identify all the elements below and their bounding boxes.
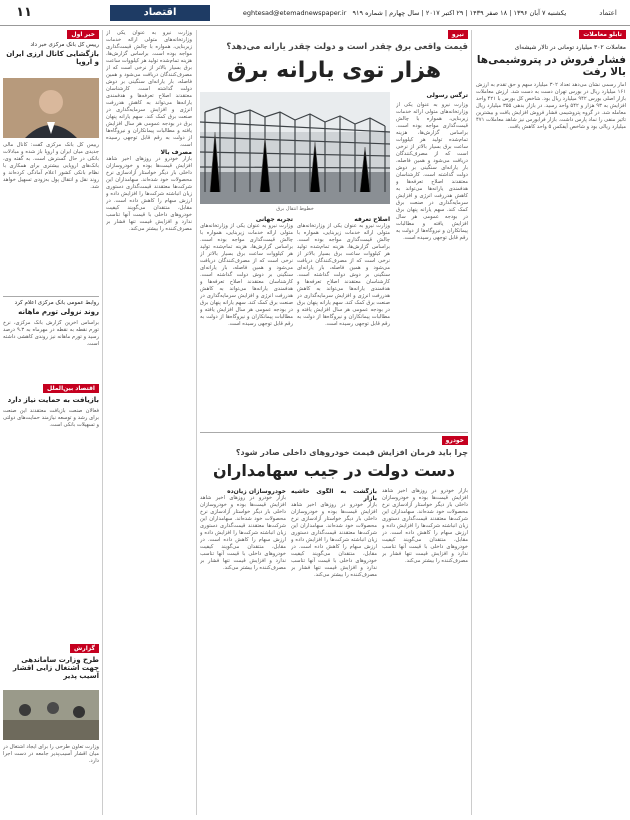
- right-column: [476, 30, 626, 815]
- left-column-tag: خبر اول: [67, 30, 99, 39]
- box4-headline: طرح وزارت ساماندهی جهت اشتغال زایی اقشار آسیب پذیر: [12, 656, 99, 681]
- bottom-story-body-c: بازار خودرو در روزهای اخیر شاهد افزایش قیمت‌ها بوده و خودروسازان داخلی بار دیگر خواستار آزادسازی نرخ محصولات خود شده‌اند. سهامداران این شرکت‌ها معتقدند قیمت‌گذاری دستوری زیان انباشته شرکت‌ها را افزایش داده و ارزش سهام را کاهش داده است. در مقابل، منتقدان می‌گویند کیفیت خودروهای داخلی با قیمت آنها تناسب ندارد و افزایش قیمت تنها فشار بر مصرف‌کننده را بیشتر می‌کند.: [200, 495, 286, 571]
- top-story-intro-text: وزارت نیرو به عنوان یکی از وزارتخانه‌های متولی ارائه خدمات زیربنایی، همواره با چالش قیمت‌گذاری مواجه بوده است. براساس گزارش‌ها، هزینه تمام‌شده تولید هر کیلووات ساعت برق بسیار بالاتر از نرخی است که از مصرف‌کنندگان دریافت می‌شود و همین فاصله، بار یارانه‌ای سنگینی بر دوش دولت گذاشته است. کارشناسان معتقدند اصلاح تعرفه‌ها و هدفمندی یارانه‌ها می‌تواند به کاهش هدررفت انرژی و افزایش سرمایه‌گذاری در صنعت برق کمک کند. سهم یارانه پنهان برق در بودجه عمومی هر سال افزایش یافته و مطالبات پیمانکاران و نیروگاه‌ها از دولت به رقم قابل توجهی رسیده است.: [396, 102, 468, 241]
- top-story: [200, 30, 468, 430]
- bottom-story-tag: خودرو: [442, 436, 468, 445]
- page-header: [0, 0, 630, 26]
- subhead: تجربه جهانی: [255, 216, 293, 223]
- subhead: خودروسازان زیان‌ده: [227, 488, 286, 495]
- middle-left-text-2: بازار خودرو در روزهای اخیر شاهد افزایش قیمت‌ها بوده و خودروسازان داخلی بار دیگر خواستار آزادسازی نرخ محصولات خود شده‌اند. سهامداران این شرکت‌ها معتقدند قیمت‌گذاری دستوری زیان انباشته شرکت‌ها را افزایش داده و ارزش سهام را کاهش داده است. در مقابل، منتقدان می‌گویند کیفیت خودروهای داخلی با قیمت آنها تناسب ندارد و افزایش قیمت تنها فشار بر مصرف‌کننده را بیشتر می‌کند.: [106, 156, 192, 232]
- column-divider: [196, 30, 197, 815]
- newspaper-logo: اعتماد: [599, 9, 617, 17]
- box2-body: [3, 320, 99, 380]
- top-story-tag: نیرو: [448, 30, 468, 39]
- middle-left-subhead: مصرف بالا: [160, 149, 192, 156]
- left-column: [3, 30, 99, 815]
- right-column-tag: تابلو معاملات: [579, 30, 626, 39]
- left-divider: [3, 296, 99, 297]
- middle-left-column: [106, 30, 192, 815]
- power-lines-illustration: [200, 92, 390, 204]
- left-body-text: رییس کل بانک مرکزی گفت: کانال مالی جدیدی میان ایران و اروپا باز شده و مبادلات بانکی در حال گسترش است. به گفته وی، بانک‌های اروپایی بیشتری برای همکاری با نظام بانکی کشور اعلام آمادگی کرده‌اند و روند نقل و انتقال پول به‌زودی تسهیل خواهد شد.: [3, 142, 99, 190]
- email-text: eghtesad@etemadnewspaper.ir: [242, 9, 347, 17]
- subhead: بازگشت به الگوی حاشیه بازار: [291, 488, 377, 502]
- column-divider: [471, 30, 472, 815]
- right-column-body: [476, 82, 626, 815]
- box2-body-text: براساس آخرین گزارش بانک مرکزی، نرخ تورم نقطه به نقطه در مهرماه به ۹.۳ درصد رسید و تورم ماهانه نیز روندی کاهشی داشته است.: [3, 320, 99, 347]
- bottom-story-col-a: [382, 488, 468, 814]
- date-line: [232, 6, 577, 20]
- box4-body-text: وزارت تعاون طرحی را برای ایجاد اشتغال در میان اقشار آسیب‌پذیر جامعه در دست اجرا دارد.: [3, 744, 99, 764]
- middle-left-text: وزارت نیرو به عنوان یکی از وزارتخانه‌های متولی ارائه خدمات زیربنایی، همواره با چالش قیمت‌گذاری مواجه بوده است. براساس گزارش‌ها، هزینه تمام‌شده تولید هر کیلووات ساعت برق بسیار بالاتر از نرخی است که از مصرف‌کنندگان دریافت می‌شود و همین فاصله، بار یارانه‌ای سنگینی بر دوش دولت گذاشته است. کارشناسان معتقدند اصلاح تعرفه‌ها و هدفمندی یارانه‌ها می‌تواند به کاهش هدررفت انرژی و افزایش سرمایه‌گذاری در صنعت برق کمک کند. سهم یارانه پنهان برق در بودجه عمومی هر سال افزایش یافته و مطالبات پیمانکاران و نیروگاه‌ها از دولت به رقم قابل توجهی رسیده است.: [106, 30, 192, 148]
- box2-headline: روند نزولی تورم ماهانه: [18, 308, 99, 316]
- box2-headline-top: روابط عمومی بانک مرکزی اعلام کرد: [14, 300, 99, 306]
- box3-headline: بازیافت به حمایت نیاز دارد: [7, 396, 99, 404]
- box3-body-text: فعالان صنعت بازیافت معتقدند این صنعت برای رشد و توسعه نیازمند حمایت‌های دولتی و تسهیلات بانکی است.: [3, 408, 99, 428]
- top-story-body-b: وزارت نیرو به عنوان یکی از وزارتخانه‌های متولی ارائه خدمات زیربنایی، همواره با چالش قیمت‌گذاری مواجه بوده است. براساس گزارش‌ها، هزینه تمام‌شده تولید هر کیلووات ساعت برق بسیار بالاتر از نرخی است که از مصرف‌کنندگان دریافت می‌شود و همین فاصله، بار یارانه‌ای سنگینی بر دوش دولت گذاشته است. کارشناسان معتقدند اصلاح تعرفه‌ها و هدفمندی یارانه‌ها می‌تواند به کاهش هدررفت انرژی و افزایش سرمایه‌گذاری در صنعت برق کمک کند. سهم یارانه پنهان برق در بودجه عمومی هر سال افزایش یافته و مطالبات پیمانکاران و نیروگاه‌ها از دولت به رقم قابل توجهی رسیده است.: [200, 223, 293, 327]
- portrait-photo: [3, 78, 99, 138]
- right-column-kicker: معاملات ۳۰۲ میلیارد تومانی در تالار شیشه‌ای: [514, 44, 626, 51]
- right-body-text: آمار رسمی نشان می‌دهد تعداد ۳۰۲ میلیارد سهم و حق تقدم به ارزش ۱۶۱ میلیارد ریال در بورس تهران دست به دست شد. ارزش معاملات بازار اصلی بورس ۹۴۲ میلیارد ریال بود. شاخص کل بورس با ۴۲۱ واحد افزایش به ۹۳ هزار و ۵۴۲ واحد رسید. در بازار بدهی ۳۵۵ میلیارد ریال معامله شد. در گروه پتروشیمی فشار فروش افزایش یافت و بیشترین تاثیر منفی را نماد پارس داشت. بازار فرابورس نیز شاهد معاملات ۴۷۱ میلیارد ریالی بود و شاخص آیفکس ۵ واحد کاهش یافت.: [476, 82, 626, 130]
- photo-caption: خطوط انتقال برق: [276, 206, 314, 212]
- date-text: یکشنبه ۷ آبان ۱۳۹۶ | ۱۸ صفر ۱۴۳۹ | ۲۹ اکتبر ۲۰۱۷ | سال چهارم | شماره ۹۱۹: [352, 9, 567, 17]
- top-story-col-a: [297, 216, 390, 426]
- section-divider: [200, 432, 468, 433]
- bottom-story-headline: دست دولت در جیب سهامداران: [213, 461, 455, 480]
- left-column-tag-3: گزارش: [70, 644, 99, 653]
- box3-body: [3, 408, 99, 638]
- subhead: اصلاح تعرفه: [354, 216, 390, 223]
- top-story-col-b: [200, 216, 293, 426]
- bottom-story-kicker: چرا باید فرمان افزایش قیمت خودروهای داخلی صادر شود؟: [235, 448, 468, 457]
- bottom-story-body-a: بازار خودرو در روزهای اخیر شاهد افزایش قیمت‌ها بوده و خودروسازان داخلی بار دیگر خواستار آزادسازی نرخ محصولات خود شده‌اند. سهامداران این شرکت‌ها معتقدند قیمت‌گذاری دستوری زیان انباشته شرکت‌ها را افزایش داده و ارزش سهام را کاهش داده است. در مقابل، منتقدان می‌گویند کیفیت خودروهای داخلی با قیمت آنها تناسب ندارد و افزایش قیمت تنها فشار بر مصرف‌کننده را بیشتر می‌کند.: [382, 488, 468, 564]
- column-divider: [102, 30, 103, 815]
- top-story-headline: هزار توی یارانه برق: [226, 58, 442, 83]
- box4-body: [3, 744, 99, 814]
- top-story-kicker: قیمت واقعی برق چقدر است و دولت چقدر یارانه می‌دهد؟: [226, 42, 468, 52]
- bottom-story-col-b: [291, 488, 377, 814]
- workers-photo: [3, 690, 99, 740]
- top-story-body-a: وزارت نیرو به عنوان یکی از وزارتخانه‌های متولی ارائه خدمات زیربنایی، همواره با چالش قیمت‌گذاری مواجه بوده است. براساس گزارش‌ها، هزینه تمام‌شده تولید هر کیلووات ساعت برق بسیار بالاتر از نرخی است که از مصرف‌کنندگان دریافت می‌شود و همین فاصله، بار یارانه‌ای سنگینی بر دوش دولت گذاشته است. کارشناسان معتقدند اصلاح تعرفه‌ها و هدفمندی یارانه‌ها می‌تواند به کاهش هدررفت انرژی و افزایش سرمایه‌گذاری در صنعت برق کمک کند. سهم یارانه پنهان برق در بودجه عمومی هر سال افزایش یافته و مطالبات پیمانکاران و نیروگاه‌ها از دولت به رقم قابل توجهی رسیده است.: [297, 223, 390, 327]
- top-story-byline: ترگس رسولی: [426, 92, 468, 99]
- power-lines-photo: [200, 92, 390, 204]
- header-divider: [0, 25, 630, 26]
- right-column-headline: فشار فروش در پتروشیمی‌ها بالا رفت: [476, 54, 626, 79]
- left-body: [3, 142, 99, 292]
- left-column-tag-2: اقتصاد بین‌الملل: [43, 384, 99, 393]
- bottom-story-col-c: [200, 488, 286, 814]
- portrait-illustration: [3, 78, 99, 138]
- section-label: اقتصاد: [110, 5, 210, 21]
- left-headline: بازگشایی کانال ارزی ایران و اروپا: [6, 50, 99, 67]
- workers-illustration: [3, 690, 99, 740]
- bottom-story: [200, 436, 468, 816]
- left-headline-top: رییس کل بانک مرکزی خبر داد: [30, 42, 99, 48]
- page-number: ۱۱: [4, 4, 44, 22]
- top-story-intro: [396, 102, 468, 422]
- bottom-story-body-b: بازار خودرو در روزهای اخیر شاهد افزایش قیمت‌ها بوده و خودروسازان داخلی بار دیگر خواستار آزادسازی نرخ محصولات خود شده‌اند. سهامداران این شرکت‌ها معتقدند قیمت‌گذاری دستوری زیان انباشته شرکت‌ها را افزایش داده و ارزش سهام را کاهش داده است. در مقابل، منتقدان می‌گویند کیفیت خودروهای داخلی با قیمت آنها تناسب ندارد و افزایش قیمت تنها فشار بر مصرف‌کننده را بیشتر می‌کند.: [291, 502, 377, 578]
